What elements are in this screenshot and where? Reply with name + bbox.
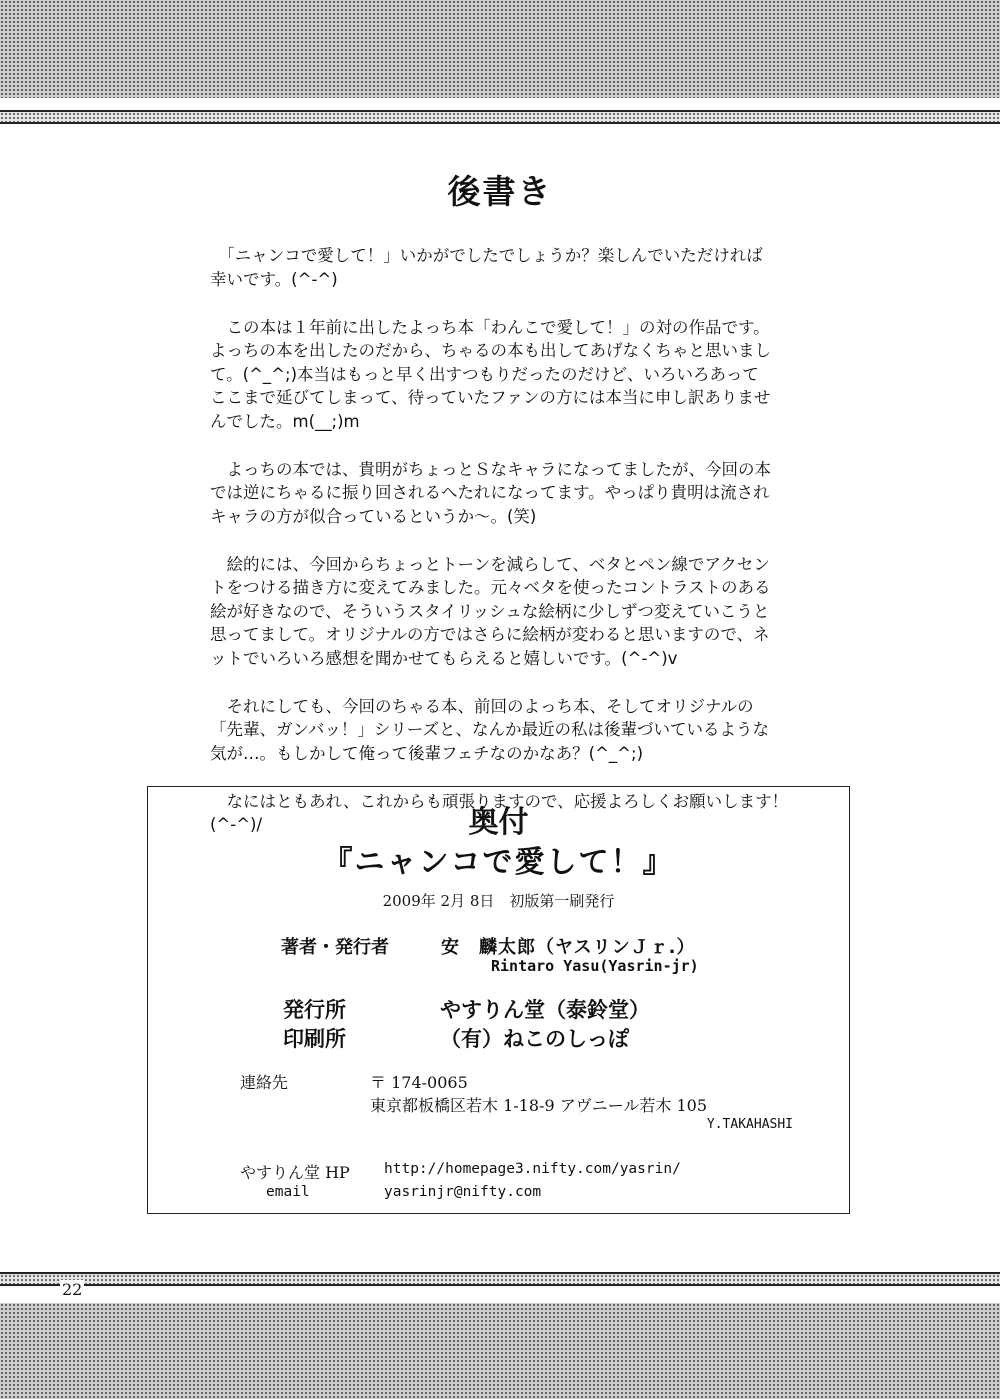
edition-date: 2009年 2月 8日 初版第一刷発行 — [382, 892, 615, 910]
postal-code: 〒 174-0065 — [370, 1073, 468, 1092]
afterword-paragraph: なにはともあれ、これからも頑張りますので、応援よろしくお願いします！ (^-^)/ — [210, 791, 789, 834]
author-label: 著者・発行者 — [281, 937, 389, 958]
address: 東京都板橋区若木 1-18-9 アヴニール若木 105 — [370, 1096, 708, 1115]
book-title: 『ニャンコで愛して！』 — [322, 845, 675, 880]
afterword-paragraph: よっちの本では、貴明がちょっとＳなキャラになってましたが、今回の本 では逆にちゃるに振り回されるへたれになってます。やっぱり貴明は流され キャラの方が似合っているというか〜。(笑) — [210, 459, 771, 526]
homepage-link[interactable]: http://homepage3.nifty.com/yasrin/ — [384, 1161, 681, 1177]
colophon-title: 奥付 — [468, 805, 529, 840]
page-number: 22 — [62, 1280, 83, 1299]
contact-name: Y.TAKAHASHI — [706, 1117, 793, 1132]
afterword-heading: 後書き — [447, 172, 553, 211]
afterword-paragraph: 「ニャンコで愛して！」いかがでしたでしょうか？楽しんでいただければ 幸いです。(^-^) — [210, 246, 763, 289]
colophon-box — [147, 786, 850, 1214]
author-name-roman: Rintaro Yasu(Yasrin-jr) — [491, 957, 699, 975]
afterword-body — [210, 244, 800, 861]
publisher-name: やすりん堂（泰鈴堂） — [440, 998, 650, 1022]
email-link[interactable]: yasrinjr@nifty.com — [384, 1184, 542, 1200]
divider-band-top — [0, 110, 1000, 124]
publisher-label: 発行所 — [283, 998, 346, 1022]
screentone-top — [0, 0, 1000, 98]
printer-label: 印刷所 — [283, 1027, 346, 1051]
author-name: 安 麟太郎（ヤスリンＪｒ.） — [441, 937, 696, 958]
divider-band-bottom — [0, 1272, 1000, 1286]
afterword-paragraph: それにしても、今回のちゃる本、前回のよっち本、そしてオリジナルの 「先輩、ガンバッ！」シリーズと、なんか最近の私は後輩づいているような 気が…。もしかして俺って後輩フェチなのかなあ？(^_^;) — [210, 696, 770, 763]
contact-label: 連絡先 — [240, 1073, 289, 1092]
afterword-paragraph: 絵的には、今回からちょっとトーンを減らして、ベタとペン線でアクセン トをつける描き方に変えてみました。元々ベタを使ったコントラストのある 絵が好きなので、そういうスタイリッシュな絵柄に少しずつ変えていこうと 思ってまして。オリジナルの方ではさらに絵柄が変わると思いますので、ネ ットでいろいろ感想を聞かせてもらえると嬉しいです。(^-^)v — [210, 554, 771, 668]
screentone-bottom — [0, 1303, 1000, 1399]
email-label: email — [266, 1184, 310, 1200]
homepage-label: やすりん堂 HP — [240, 1163, 350, 1182]
afterword-paragraph: この本は１年前に出したよっち本「わんこで愛して！」の対の作品です。 よっちの本を出したのだから、ちゃるの本も出してあげなくちゃと思いまし て。(^_^;)本当はもっと早く出すつもりだったのだけど、いろいろあって ここまで延びてしまって、待っていたファンの方には本当に申し訳ありませ んでした。m(__;)m — [210, 317, 771, 431]
printer-name: （有）ねこのしっぽ — [440, 1027, 629, 1051]
